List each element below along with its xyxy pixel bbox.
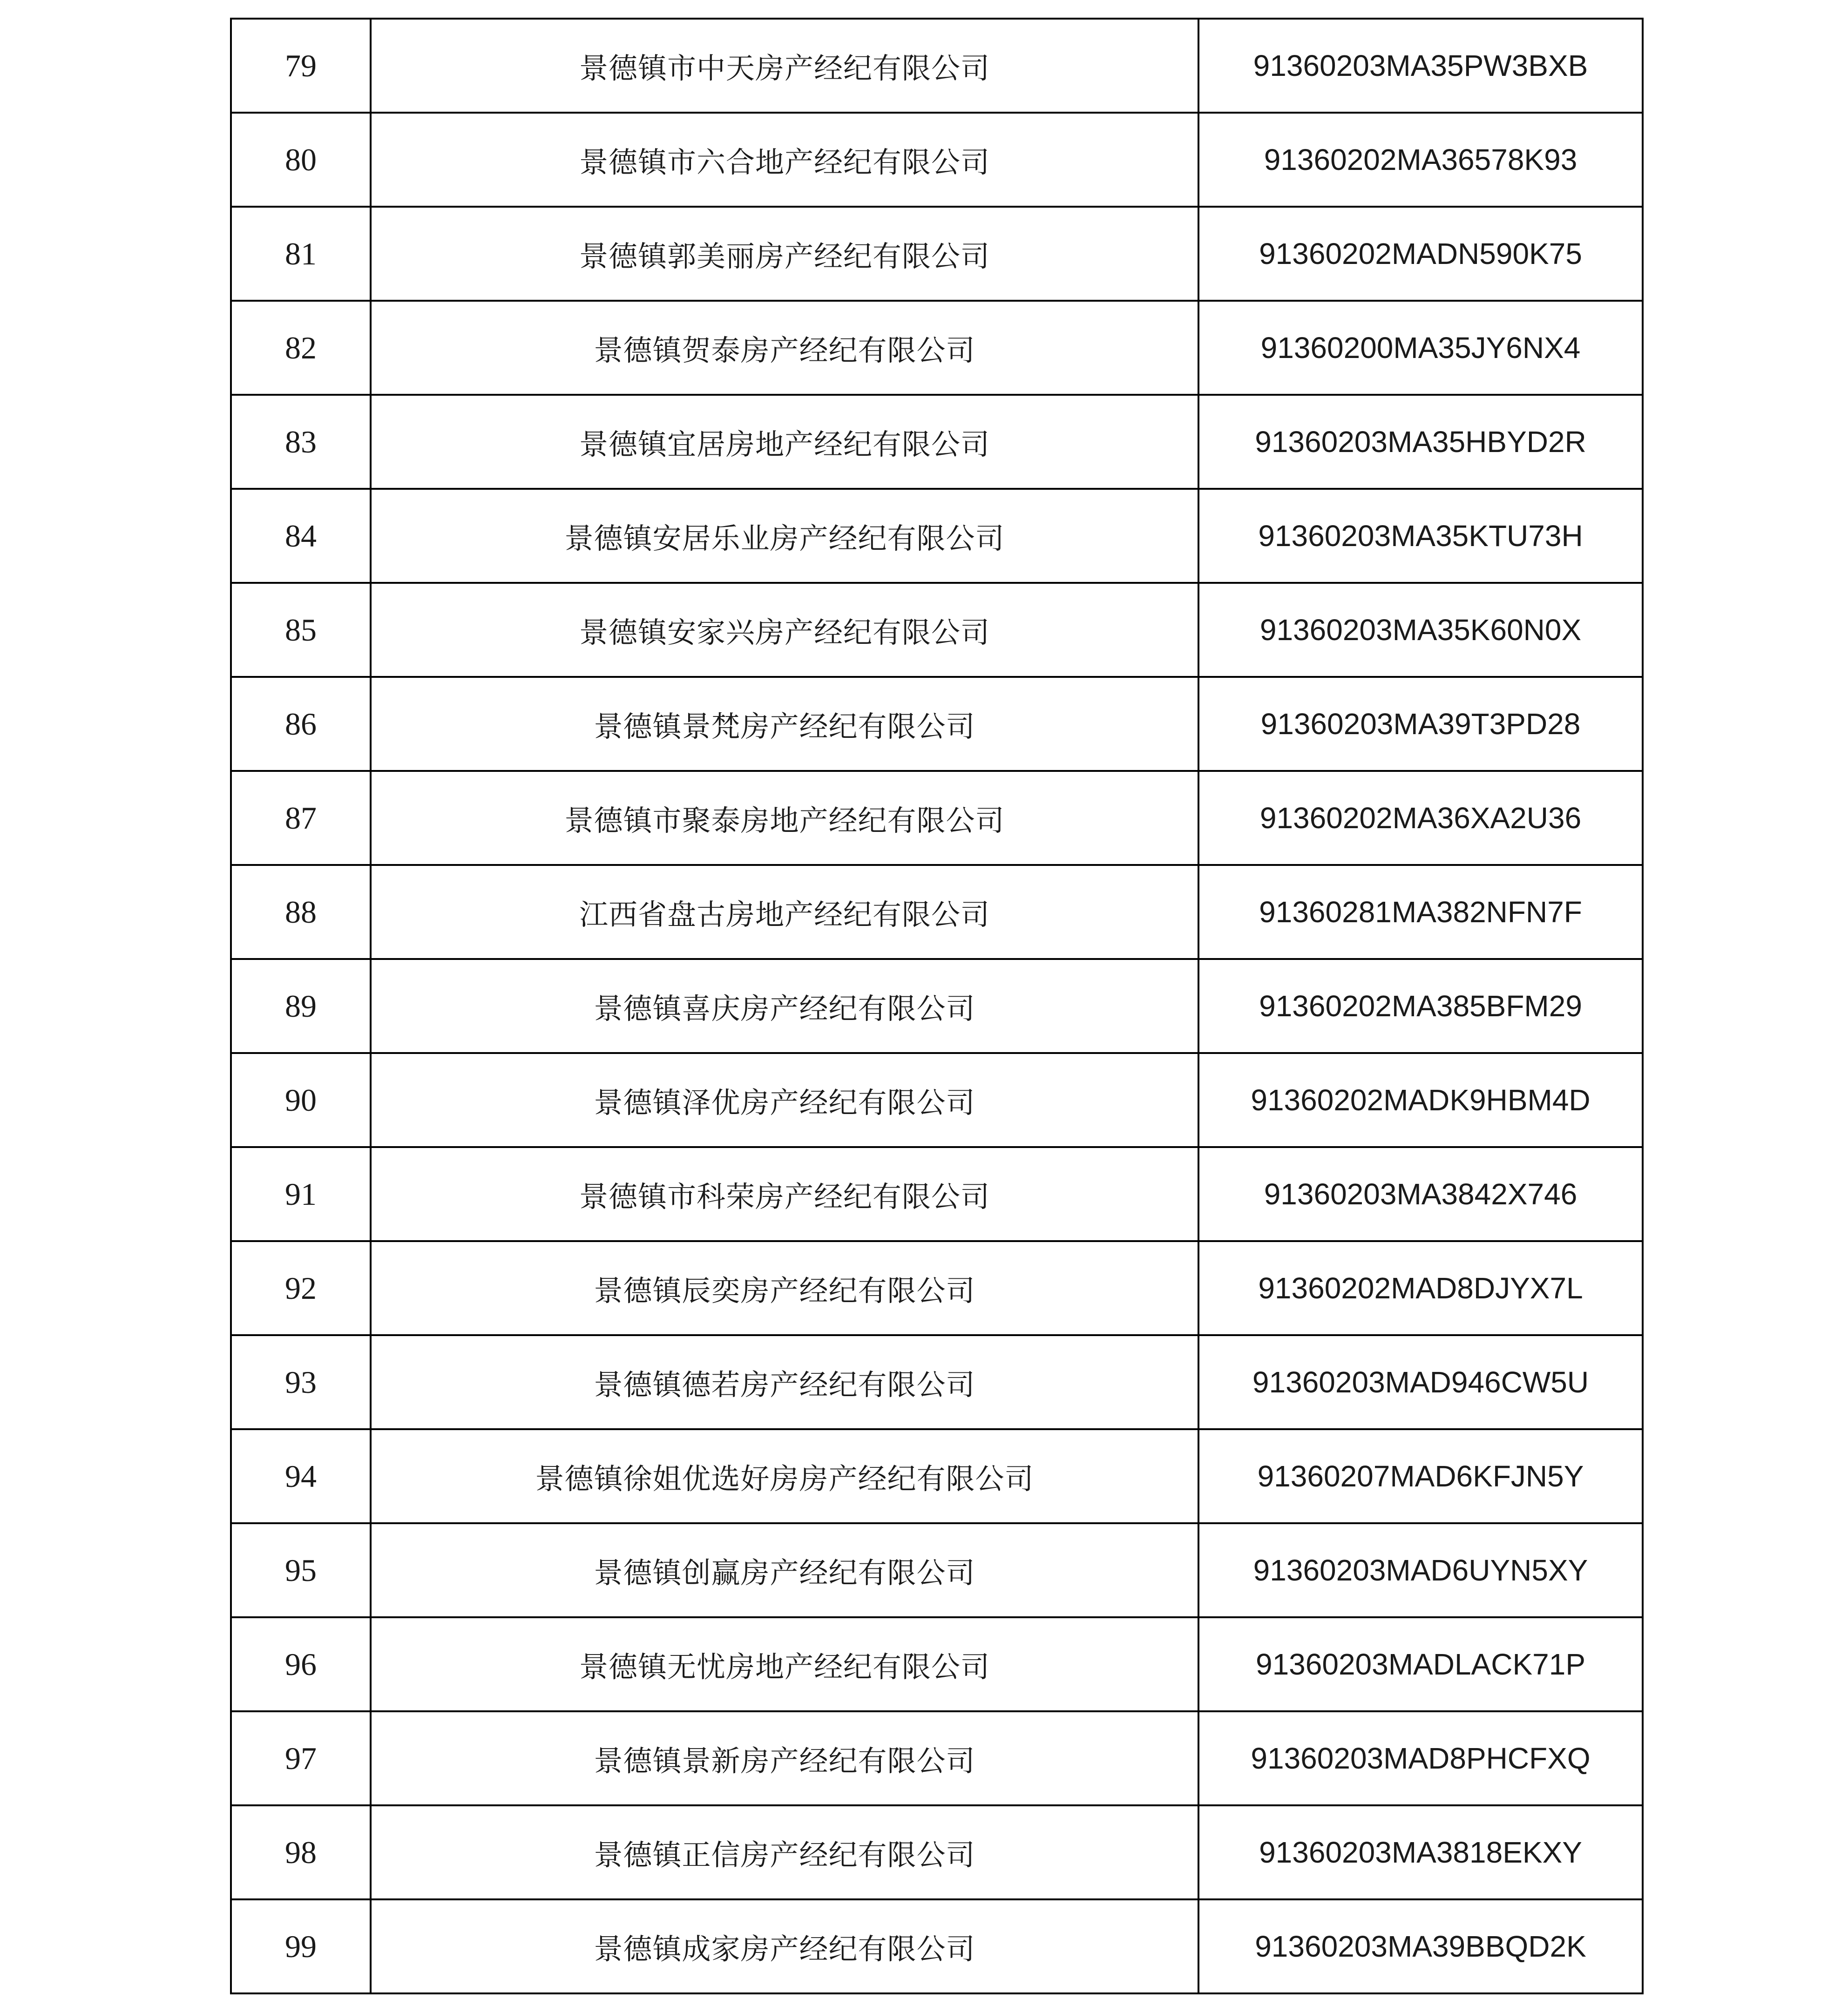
credit-code-cell: 91360203MA3842X746: [1198, 1147, 1643, 1241]
credit-code-cell: 91360202MADK9HBM4D: [1198, 1053, 1643, 1147]
credit-code-cell: 91360203MA35KTU73H: [1198, 489, 1643, 583]
company-name-cell: 景德镇市聚泰房地产经纪有限公司: [371, 771, 1198, 865]
credit-code-cell: 91360203MAD946CW5U: [1198, 1335, 1643, 1429]
credit-code-cell: 91360203MA35HBYD2R: [1198, 395, 1643, 489]
row-number-cell: 79: [231, 19, 371, 113]
row-number-cell: 84: [231, 489, 371, 583]
table-row: [231, 1523, 1643, 1617]
table-row: [231, 1147, 1643, 1241]
row-number-cell: 86: [231, 677, 371, 771]
company-name-cell: 景德镇宜居房地产经纪有限公司: [371, 395, 1198, 489]
credit-code-cell: 91360200MA35JY6NX4: [1198, 301, 1643, 395]
table-row: [231, 301, 1643, 395]
table-row: [231, 113, 1643, 207]
row-number-cell: 89: [231, 959, 371, 1053]
row-number-cell: 81: [231, 207, 371, 301]
company-name-cell: 景德镇景梵房产经纪有限公司: [371, 677, 1198, 771]
row-number-cell: 94: [231, 1429, 371, 1523]
row-number-cell: 93: [231, 1335, 371, 1429]
row-number-cell: 90: [231, 1053, 371, 1147]
credit-code-cell: 91360202MA36578K93: [1198, 113, 1643, 207]
company-name-cell: 景德镇徐姐优选好房房产经纪有限公司: [371, 1429, 1198, 1523]
credit-code-cell: 91360203MA35K60N0X: [1198, 583, 1643, 677]
table-row: [231, 677, 1643, 771]
company-name-cell: 江西省盘古房地产经纪有限公司: [371, 865, 1198, 959]
credit-code-cell: 91360203MAD6UYN5XY: [1198, 1523, 1643, 1617]
row-number-cell: 92: [231, 1241, 371, 1335]
table-row: [231, 1053, 1643, 1147]
table-row: [231, 1241, 1643, 1335]
credit-code-cell: 91360203MADLACK71P: [1198, 1617, 1643, 1711]
row-number-cell: 99: [231, 1899, 371, 1993]
credit-code-cell: 91360281MA382NFN7F: [1198, 865, 1643, 959]
row-number-cell: 80: [231, 113, 371, 207]
table-row: [231, 207, 1643, 301]
row-number-cell: 98: [231, 1805, 371, 1899]
table-row: [231, 1711, 1643, 1805]
company-name-cell: 景德镇辰奕房产经纪有限公司: [371, 1241, 1198, 1335]
row-number-cell: 91: [231, 1147, 371, 1241]
credit-code-cell: 91360203MA35PW3BXB: [1198, 19, 1643, 113]
row-number-cell: 87: [231, 771, 371, 865]
table-row: [231, 1899, 1643, 1993]
company-name-cell: 景德镇成家房产经纪有限公司: [371, 1899, 1198, 1993]
table-row: [231, 395, 1643, 489]
row-number-cell: 82: [231, 301, 371, 395]
company-name-cell: 景德镇泽优房产经纪有限公司: [371, 1053, 1198, 1147]
table-row: [231, 771, 1643, 865]
table-row: [231, 1335, 1643, 1429]
company-name-cell: 景德镇郭美丽房产经纪有限公司: [371, 207, 1198, 301]
credit-code-cell: 91360202MADN590K75: [1198, 207, 1643, 301]
credit-code-cell: 91360203MA39BBQD2K: [1198, 1899, 1643, 1993]
company-name-cell: 景德镇无忧房地产经纪有限公司: [371, 1617, 1198, 1711]
company-name-cell: 景德镇正信房产经纪有限公司: [371, 1805, 1198, 1899]
credit-code-cell: 91360203MA39T3PD28: [1198, 677, 1643, 771]
table-body: [231, 19, 1643, 1993]
credit-code-cell: 91360202MA36XA2U36: [1198, 771, 1643, 865]
company-name-cell: 景德镇安居乐业房产经纪有限公司: [371, 489, 1198, 583]
company-name-cell: 景德镇贺泰房产经纪有限公司: [371, 301, 1198, 395]
credit-code-cell: 91360203MAD8PHCFXQ: [1198, 1711, 1643, 1805]
table-row: [231, 489, 1643, 583]
table-row: [231, 1429, 1643, 1523]
company-name-cell: 景德镇市中天房产经纪有限公司: [371, 19, 1198, 113]
table-row: [231, 959, 1643, 1053]
row-number-cell: 97: [231, 1711, 371, 1805]
table-row: [231, 19, 1643, 113]
company-name-cell: 景德镇景新房产经纪有限公司: [371, 1711, 1198, 1805]
credit-code-cell: 91360202MA385BFM29: [1198, 959, 1643, 1053]
company-registry-table: [230, 18, 1644, 1994]
row-number-cell: 96: [231, 1617, 371, 1711]
company-name-cell: 景德镇喜庆房产经纪有限公司: [371, 959, 1198, 1053]
table-row: [231, 583, 1643, 677]
row-number-cell: 88: [231, 865, 371, 959]
row-number-cell: 95: [231, 1523, 371, 1617]
table-row: [231, 865, 1643, 959]
company-name-cell: 景德镇市科荣房产经纪有限公司: [371, 1147, 1198, 1241]
row-number-cell: 83: [231, 395, 371, 489]
company-name-cell: 景德镇德若房产经纪有限公司: [371, 1335, 1198, 1429]
credit-code-cell: 91360207MAD6KFJN5Y: [1198, 1429, 1643, 1523]
credit-code-cell: 91360203MA3818EKXY: [1198, 1805, 1643, 1899]
company-name-cell: 景德镇安家兴房产经纪有限公司: [371, 583, 1198, 677]
company-name-cell: 景德镇市六合地产经纪有限公司: [371, 113, 1198, 207]
table-row: [231, 1805, 1643, 1899]
credit-code-cell: 91360202MAD8DJYX7L: [1198, 1241, 1643, 1335]
table-row: [231, 1617, 1643, 1711]
company-name-cell: 景德镇创赢房产经纪有限公司: [371, 1523, 1198, 1617]
row-number-cell: 85: [231, 583, 371, 677]
